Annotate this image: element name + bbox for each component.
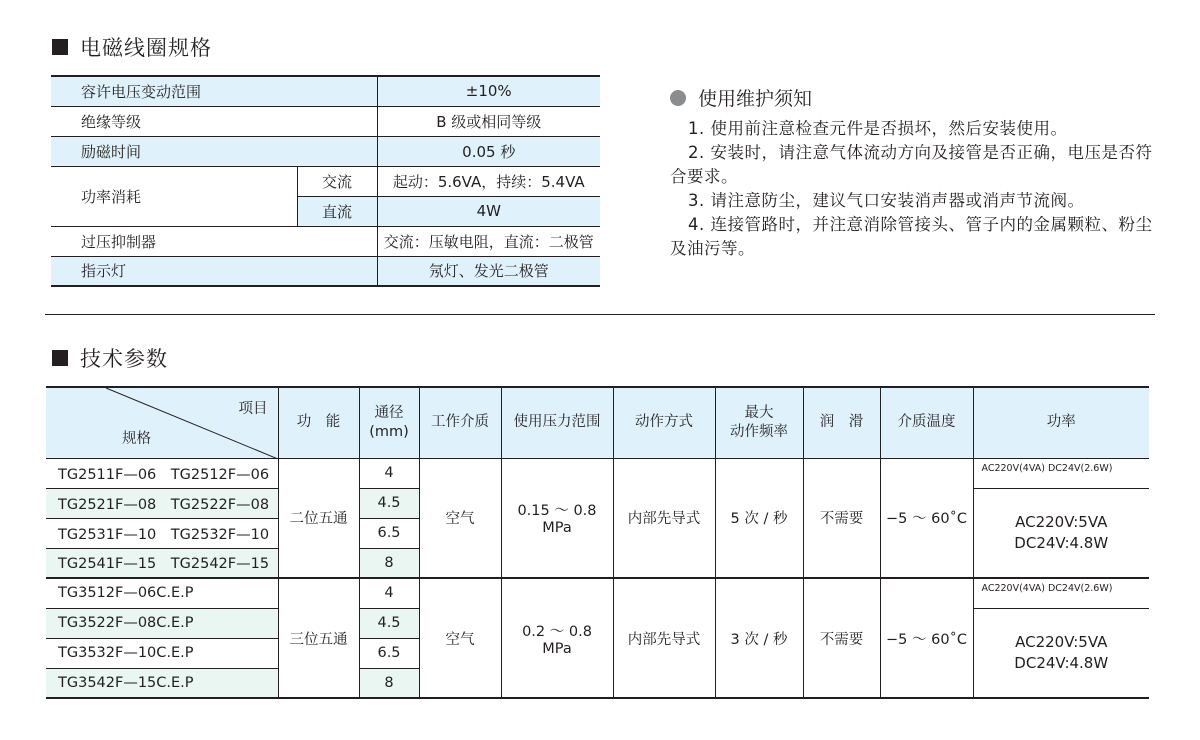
bore-cell: 8 xyxy=(359,548,419,578)
tech-section-title xyxy=(52,343,168,373)
power-small-cell: AC220V(4VA) DC24V(2.6W) xyxy=(973,458,1149,488)
notes-title: 使用维护须知 xyxy=(698,88,813,110)
tech-params-table xyxy=(46,386,1149,699)
row-label: 过压抑制器 xyxy=(51,226,377,256)
temp-cell: −5 ～ 60˚C xyxy=(880,578,973,698)
table-row xyxy=(51,166,600,196)
power-small-cell: AC220V(4VA) DC24V(2.6W) xyxy=(973,578,1149,608)
power-ac: AC220V:5VA xyxy=(1015,512,1108,531)
freq-cell: 5 次 / 秒 xyxy=(715,458,803,578)
header-pressure: 使用压力范围 xyxy=(501,387,613,458)
coil-section-title xyxy=(52,32,212,62)
tech-section-title-text: 技术参数 xyxy=(80,347,168,371)
notes-heading xyxy=(670,84,1160,111)
bore-cell: 6.5 xyxy=(359,518,419,548)
maintenance-notes xyxy=(670,84,1160,261)
power-big-cell xyxy=(973,488,1149,578)
model-cell: TG3532F—10C.E.P xyxy=(46,638,278,668)
coil-section-title-text: 电磁线圈规格 xyxy=(80,36,212,60)
ac-label: 交流 xyxy=(297,166,377,196)
header-freq-line2: 动作频率 xyxy=(730,423,788,440)
header-power: 功率 xyxy=(973,387,1149,458)
header-freq xyxy=(715,387,803,458)
row-label: 绝缘等级 xyxy=(51,106,377,136)
model-cell: TG2511F—06 TG2512F—06 xyxy=(46,458,278,488)
action-cell: 内部先导式 xyxy=(613,458,715,578)
row-label: 励磁时间 xyxy=(51,136,377,166)
pressure-cell xyxy=(501,458,613,578)
power-ac: AC220V:5VA xyxy=(1015,632,1108,651)
pressure-range: 0.2 ～ 0.8 xyxy=(522,623,592,640)
pressure-unit: MPa xyxy=(542,520,572,537)
power-dc: DC24V:4.8W xyxy=(1014,653,1109,672)
circle-bullet-icon xyxy=(670,90,686,106)
note-item: 2. 安装时，请注意气体流动方向及接管是否正确，电压是否符合要求。 xyxy=(670,143,1153,186)
table-row xyxy=(51,136,600,166)
function-cell: 二位五通 xyxy=(278,458,359,578)
header-row xyxy=(46,387,1149,458)
bore-cell: 6.5 xyxy=(359,638,419,668)
bore-cell: 8 xyxy=(359,668,419,698)
header-lube: 润 滑 xyxy=(803,387,880,458)
row-value: ±10% xyxy=(377,76,600,106)
model-cell: TG2521F—08 TG2522F—08 xyxy=(46,488,278,518)
table-row xyxy=(51,226,600,256)
medium-cell: 空气 xyxy=(419,458,501,578)
model-cell: TG3542F—15C.E.P xyxy=(46,668,278,698)
header-freq-line1: 最大 xyxy=(744,404,774,421)
bore-cell: 4 xyxy=(359,458,419,488)
header-medium: 工作介质 xyxy=(419,387,501,458)
header-bore xyxy=(359,387,419,458)
header-bore-line1: 通径 xyxy=(374,404,404,421)
power-big-cell xyxy=(973,608,1149,698)
header-spec: 规格 xyxy=(122,430,151,447)
row-value: B 级或相同等级 xyxy=(377,106,600,136)
table-row xyxy=(46,578,1149,608)
coil-spec-table xyxy=(51,75,600,287)
note-item: 1. 使用前注意检查元件是否损坏，然后安装使用。 xyxy=(688,119,1068,138)
function-cell: 三位五通 xyxy=(278,578,359,698)
header-temp: 介质温度 xyxy=(880,387,973,458)
table-row xyxy=(51,76,600,106)
model-cell: TG3522F—08C.E.P xyxy=(46,608,278,638)
medium-cell: 空气 xyxy=(419,578,501,698)
lube-cell: 不需要 xyxy=(803,458,880,578)
temp-cell: −5 ～ 60˚C xyxy=(880,458,973,578)
dc-value: 4W xyxy=(377,196,600,226)
pressure-unit: MPa xyxy=(542,640,572,657)
square-bullet-icon xyxy=(52,350,68,366)
pressure-cell xyxy=(501,578,613,698)
bore-cell: 4.5 xyxy=(359,488,419,518)
note-item: 4. 连接管路时，并注意消除管接头、管子内的金属颗粒、粉尘及油污等。 xyxy=(670,215,1153,258)
table-row xyxy=(51,106,600,136)
header-function: 功 能 xyxy=(278,387,359,458)
section-divider xyxy=(45,314,1155,315)
header-bore-line2: (mm) xyxy=(369,423,409,440)
row-label: 容许电压变动范围 xyxy=(51,76,377,106)
ac-value: 起动：5.6VA，持续：5.4VA xyxy=(377,166,600,196)
header-item: 项目 xyxy=(238,401,268,417)
model-cell: TG2541F—15 TG2542F—15 xyxy=(46,548,278,578)
lube-cell: 不需要 xyxy=(803,578,880,698)
action-cell: 内部先导式 xyxy=(613,578,715,698)
bore-cell: 4.5 xyxy=(359,608,419,638)
bore-cell: 4 xyxy=(359,578,419,608)
note-item: 3. 请注意防尘，建议气口安装消声器或消声节流阀。 xyxy=(688,191,1085,210)
row-value: 氖灯、发光二极管 xyxy=(377,256,600,286)
row-value: 交流：压敏电阻，直流：二极管 xyxy=(377,226,600,256)
model-cell: TG3512F—06C.E.P xyxy=(46,578,278,608)
table-row xyxy=(51,256,600,286)
row-label: 指示灯 xyxy=(51,256,377,286)
freq-cell: 3 次 / 秒 xyxy=(715,578,803,698)
header-action: 动作方式 xyxy=(613,387,715,458)
square-bullet-icon xyxy=(52,39,68,55)
pressure-range: 0.15 ～ 0.8 xyxy=(517,503,597,520)
power-dc: DC24V:4.8W xyxy=(1014,533,1109,552)
diagonal-line xyxy=(46,388,278,459)
model-cell: TG2531F—10 TG2532F—10 xyxy=(46,518,278,548)
header-diagonal-cell xyxy=(46,387,278,458)
row-value: 0.05 秒 xyxy=(377,136,600,166)
dc-label: 直流 xyxy=(297,196,377,226)
table-row xyxy=(46,458,1149,488)
power-label: 功率消耗 xyxy=(51,166,297,226)
